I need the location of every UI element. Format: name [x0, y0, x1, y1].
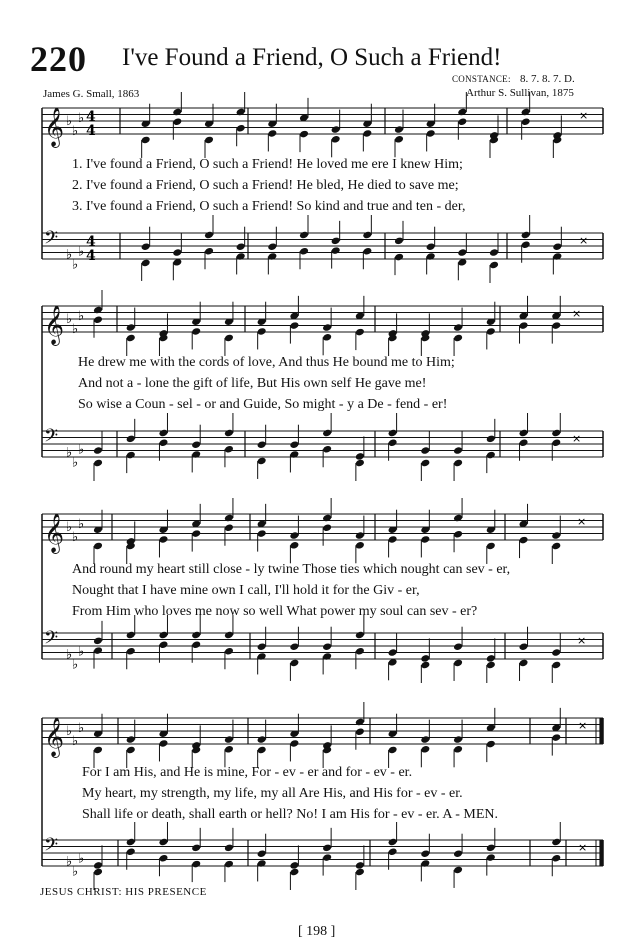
lyric-line: And round my heart still close - ly twine Those ties which nought can sev - er, — [72, 562, 511, 577]
key-flat: ♭ — [78, 644, 85, 660]
time-signature-numerator: 4 — [86, 109, 96, 125]
time-signature-numerator: 4 — [86, 234, 96, 250]
fermata-mark: × — [579, 234, 589, 247]
lyric-line: And not a - lone the gift of life, But His own self He gave me! — [78, 376, 427, 391]
key-flat: ♭ — [66, 312, 73, 327]
key-flat: ♭ — [72, 257, 79, 273]
key-flat: ♭ — [66, 520, 73, 535]
key-flat: ♭ — [72, 529, 79, 545]
lyric-line: So wise a Coun - sel - or and Guide, So might - y a De - fend - er! — [78, 397, 448, 412]
meter: 8. 7. 8. 7. D. — [520, 73, 575, 85]
page-number: [ 198 ] — [298, 924, 336, 939]
composer-credit: Arthur S. Sullivan, 1875 — [466, 87, 574, 99]
key-flat: ♭ — [66, 445, 73, 461]
bass-clef: 𝄢 — [44, 835, 59, 860]
fermata-mark: × — [578, 841, 588, 854]
section-topic: JESUS CHRIST: HIS PRESENCE — [40, 886, 207, 898]
key-flat: ♭ — [66, 247, 73, 263]
key-flat: ♭ — [78, 720, 85, 736]
fermata-mark: × — [577, 515, 587, 528]
bass-clef: 𝄢 — [44, 628, 59, 653]
key-flat: ♭ — [72, 455, 79, 471]
fermata-mark: × — [579, 109, 589, 122]
key-flat: ♭ — [66, 724, 73, 739]
time-signature-denominator: 4 — [86, 123, 96, 139]
key-flat: ♭ — [72, 657, 79, 673]
key-flat: ♭ — [78, 308, 85, 324]
fermata-mark: × — [572, 307, 582, 320]
key-flat: ♭ — [78, 442, 85, 458]
key-flat: ♭ — [72, 123, 79, 139]
author-credit: James G. Small, 1863 — [43, 88, 140, 100]
key-flat: ♭ — [72, 864, 79, 880]
lyric-line: He drew me with the cords of love, And thus He bound me to Him; — [78, 355, 455, 370]
lyric-line: 1. I've found a Friend, O such a Friend! He loved me ere I knew Him; — [72, 157, 463, 172]
lyric-line: From Him who loves me now so well What power my soul can sev - er? — [72, 604, 478, 619]
key-flat: ♭ — [78, 110, 85, 126]
key-flat: ♭ — [78, 851, 85, 867]
fermata-mark: × — [578, 719, 588, 732]
lyric-line: 3. I've found a Friend, O such a Friend! So kind and true and ten - der, — [72, 199, 466, 214]
bass-clef: 𝄢 — [44, 426, 59, 451]
treble-clef: 𝄞 — [44, 305, 65, 345]
key-flat: ♭ — [66, 854, 73, 870]
lyric-line: Nought that I have mine own I call, I'll hold it for the Giv - er, — [72, 583, 420, 598]
treble-clef: 𝄞 — [44, 513, 65, 553]
lyric-line: Shall life or death, shall earth or hell? No! I am His for - ev - er. A - MEN. — [82, 807, 498, 822]
lyric-line: 2. I've found a Friend, O such a Friend! He bled, He died to save me; — [72, 178, 459, 193]
time-signature-denominator: 4 — [86, 248, 96, 264]
key-flat: ♭ — [78, 244, 85, 260]
lyric-line: For I am His, and He is mine, For - ev - er and for - ev - er. — [82, 765, 413, 780]
tune-name: CONSTANCE: — [452, 74, 511, 84]
hymn-number: 220 — [30, 39, 87, 79]
key-flat: ♭ — [72, 321, 79, 337]
fermata-mark: × — [572, 432, 582, 445]
fermata-mark: × — [577, 634, 587, 647]
hymn-title: I've Found a Friend, O Such a Friend! — [122, 44, 502, 71]
key-flat: ♭ — [66, 647, 73, 663]
key-flat: ♭ — [72, 733, 79, 749]
key-flat: ♭ — [78, 516, 85, 532]
lyric-line: My heart, my strength, my life, my all Are His, and His for - ev - er. — [82, 786, 463, 801]
bass-clef: 𝄢 — [44, 228, 59, 253]
treble-clef: 𝄞 — [44, 107, 65, 147]
treble-clef: 𝄞 — [44, 717, 65, 757]
key-flat: ♭ — [66, 114, 73, 129]
